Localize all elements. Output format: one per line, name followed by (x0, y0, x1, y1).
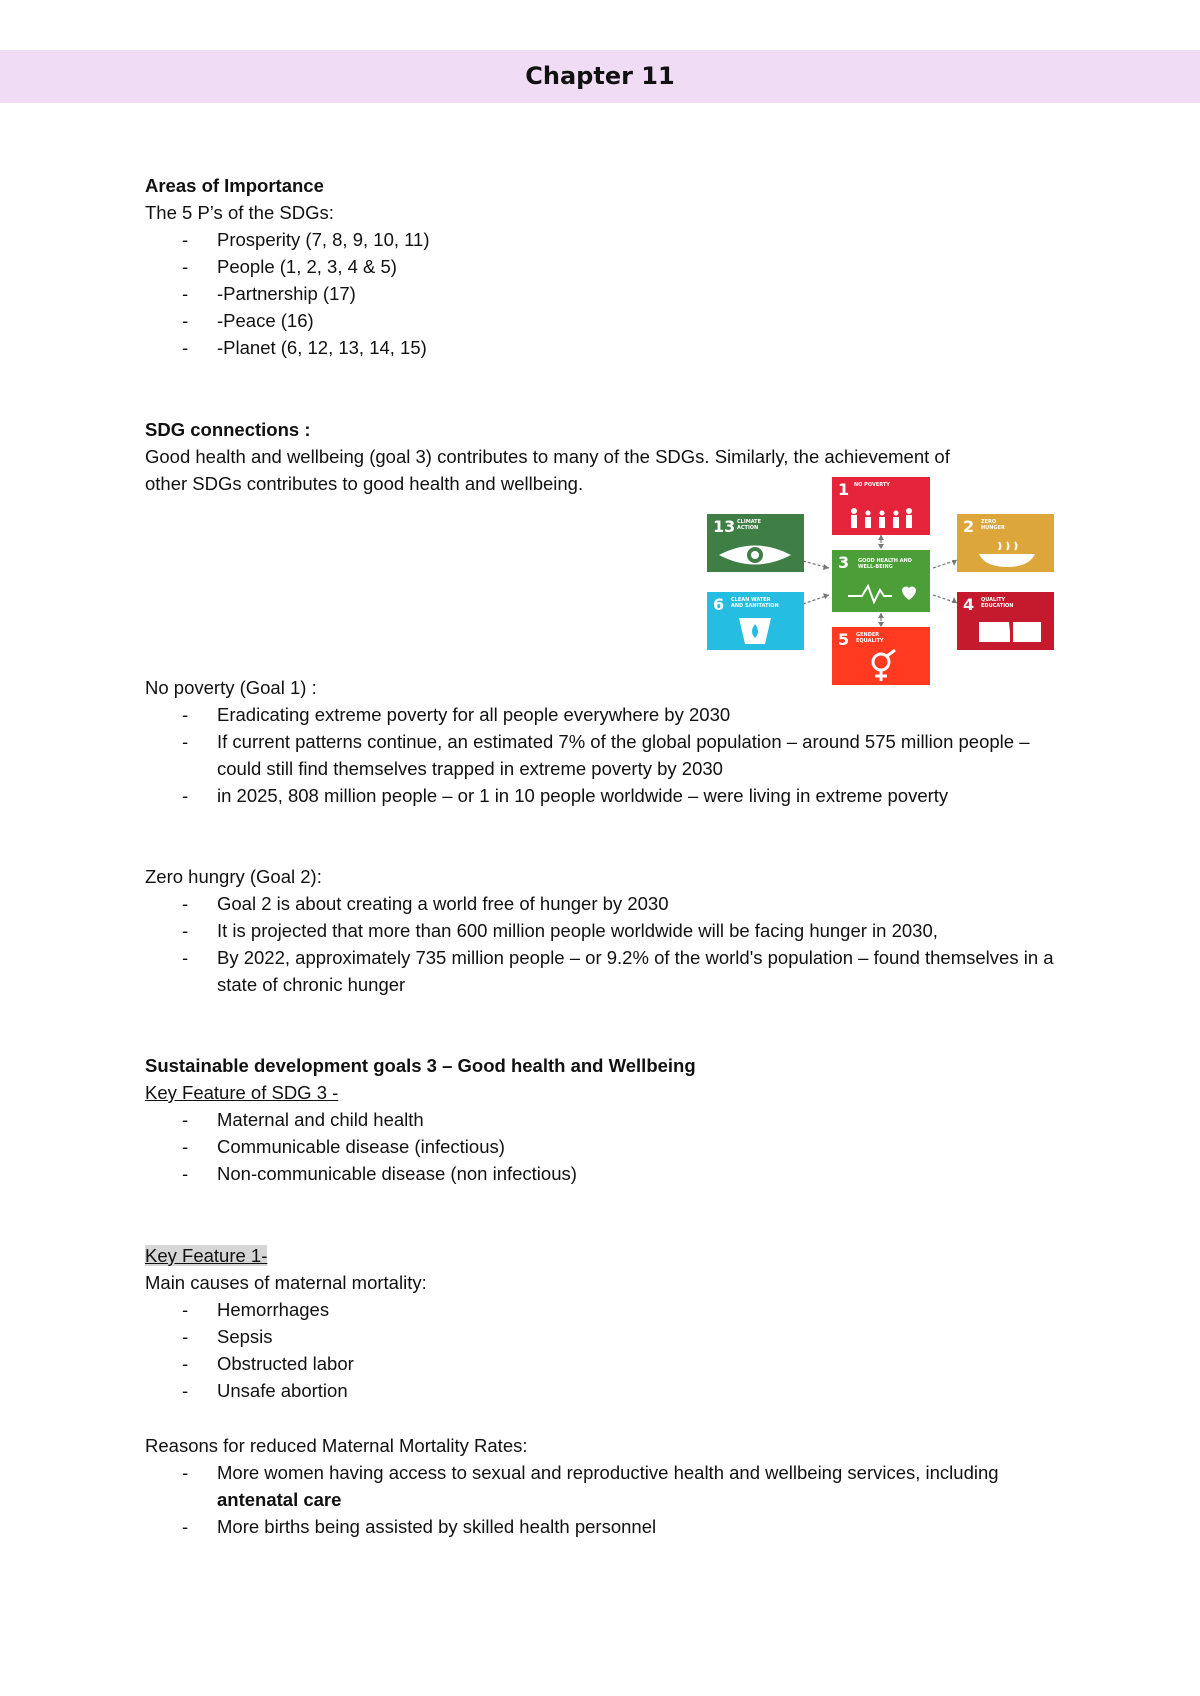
list-item: - If current patterns continue, an estimated 7% of the global population – around 575 million people – could still find themselves trapped in extreme poverty by 2030 (145, 728, 1065, 782)
hunger-section (145, 863, 1065, 998)
sdg-tile-2: 2 ZERO HUNGER (957, 514, 1054, 572)
causes-heading: Main causes of maternal mortality: (145, 1272, 427, 1293)
hunger-heading: Zero hungry (Goal 2): (145, 866, 322, 887)
dash-bullet: - (182, 947, 189, 968)
list-item: - Goal 2 is about creating a world free of hunger by 2030 (145, 890, 1065, 917)
sdg3-heading: Sustainable development goals 3 – Good health and Wellbeing (145, 1055, 696, 1076)
food-bowl-icon (977, 540, 1037, 568)
antenatal-care-term: antenatal care (217, 1489, 342, 1510)
poverty-list (145, 701, 1065, 809)
list-item: - Non-communicable disease (non infectious) (145, 1160, 1065, 1187)
dash-bullet: - (182, 1109, 189, 1130)
list-item: - Unsafe abortion (145, 1377, 1065, 1404)
keyfeature1-label: Key Feature 1- (145, 1245, 268, 1266)
list-item: - It is projected that more than 600 million people worldwide will be facing hunger in 2030, (145, 917, 1065, 944)
sdg-tile-5: 5 GENDER EQUALITY (832, 627, 930, 685)
list-item: - Maternal and child health (145, 1106, 1065, 1133)
list-item: - in 2025, 808 million people – or 1 in 10 people worldwide – were living in extreme poverty (145, 782, 1065, 809)
list-item: - By 2022, approximately 735 million people – or 9.2% of the world's population – found themselves in a state of chronic hunger (145, 944, 1065, 998)
list-item: - Obstructed labor (145, 1350, 1065, 1377)
areas-intro: The 5 P’s of the SDGs: (145, 202, 334, 223)
sdg-tile-4: 4 QUALITY EDUCATION (957, 592, 1054, 650)
areas-list (145, 226, 1065, 361)
dash-bullet: - (182, 337, 189, 358)
sdg3-subheading: Key Feature of SDG 3 - (145, 1082, 339, 1103)
reasons-section (145, 1432, 1065, 1540)
dash-bullet: - (182, 731, 189, 752)
dash-bullet: - (182, 1516, 189, 1537)
dash-bullet: - (182, 229, 189, 250)
sdg-tile-1: 1 NO POVERTY (832, 477, 930, 535)
dash-bullet: - (182, 283, 189, 304)
list-item: - -Planet (6, 12, 13, 14, 15) (145, 334, 1065, 361)
connections-text-1: Good health and wellbeing (goal 3) contributes to many of the SDGs. Similarly, the achievement of (145, 446, 950, 467)
dash-bullet: - (182, 1353, 189, 1374)
poverty-section (145, 674, 1065, 809)
heartbeat-icon (846, 580, 916, 606)
eye-globe-icon (715, 542, 795, 568)
dash-bullet: - (182, 1462, 189, 1483)
dash-bullet: - (182, 893, 189, 914)
dash-bullet: - (182, 1136, 189, 1157)
dash-bullet: - (182, 920, 189, 941)
dash-bullet: - (182, 256, 189, 277)
dash-bullet: - (182, 1326, 189, 1347)
list-item: - Eradicating extreme poverty for all people everywhere by 2030 (145, 701, 1065, 728)
sdg3-list (145, 1106, 1065, 1187)
chapter-title: Chapter 11 (0, 50, 1200, 103)
causes-list (145, 1296, 1065, 1404)
areas-section (145, 172, 1065, 361)
list-item: - Hemorrhages (145, 1296, 1065, 1323)
dash-bullet: - (182, 310, 189, 331)
poverty-heading: No poverty (Goal 1) : (145, 677, 317, 698)
sdg-tile-13: 13 CLIMATE ACTION (707, 514, 804, 572)
list-item: - Prosperity (7, 8, 9, 10, 11) (145, 226, 1065, 253)
family-icon (846, 507, 916, 529)
keyfeature1-section (145, 1242, 1065, 1404)
reasons-list (145, 1459, 1065, 1540)
dash-bullet: - (182, 1163, 189, 1184)
areas-heading: Areas of Importance (145, 175, 324, 196)
dash-bullet: - (182, 1299, 189, 1320)
list-item: - -Peace (16) (145, 307, 1065, 334)
sdg3-section (145, 1052, 1065, 1187)
list-item: - More births being assisted by skilled health personnel (145, 1513, 1065, 1540)
book-icon (977, 618, 1047, 644)
list-item: - Communicable disease (infectious) (145, 1133, 1065, 1160)
sdg-tile-6: 6 CLEAN WATER AND SANITATION (707, 592, 804, 650)
hunger-list (145, 890, 1065, 998)
reasons-heading: Reasons for reduced Maternal Mortality Rates: (145, 1435, 528, 1456)
connections-text-2: other SDGs contributes to good health and wellbeing. (145, 473, 584, 494)
list-item: - -Partnership (17) (145, 280, 1065, 307)
water-glass-icon (735, 616, 775, 646)
list-item: - People (1, 2, 3, 4 & 5) (145, 253, 1065, 280)
sdg-tile-3: 3 GOOD HEALTH AND WELL-BEING (832, 550, 930, 612)
list-item: - Sepsis (145, 1323, 1065, 1350)
dash-bullet: - (182, 1380, 189, 1401)
dash-bullet: - (182, 704, 189, 725)
dash-bullet: - (182, 785, 189, 806)
list-item: - More women having access to sexual and reproductive health and wellbeing services, including antenatal care (145, 1459, 1065, 1513)
connections-heading: SDG connections : (145, 419, 311, 440)
sdg-connections-figure (707, 477, 1054, 685)
